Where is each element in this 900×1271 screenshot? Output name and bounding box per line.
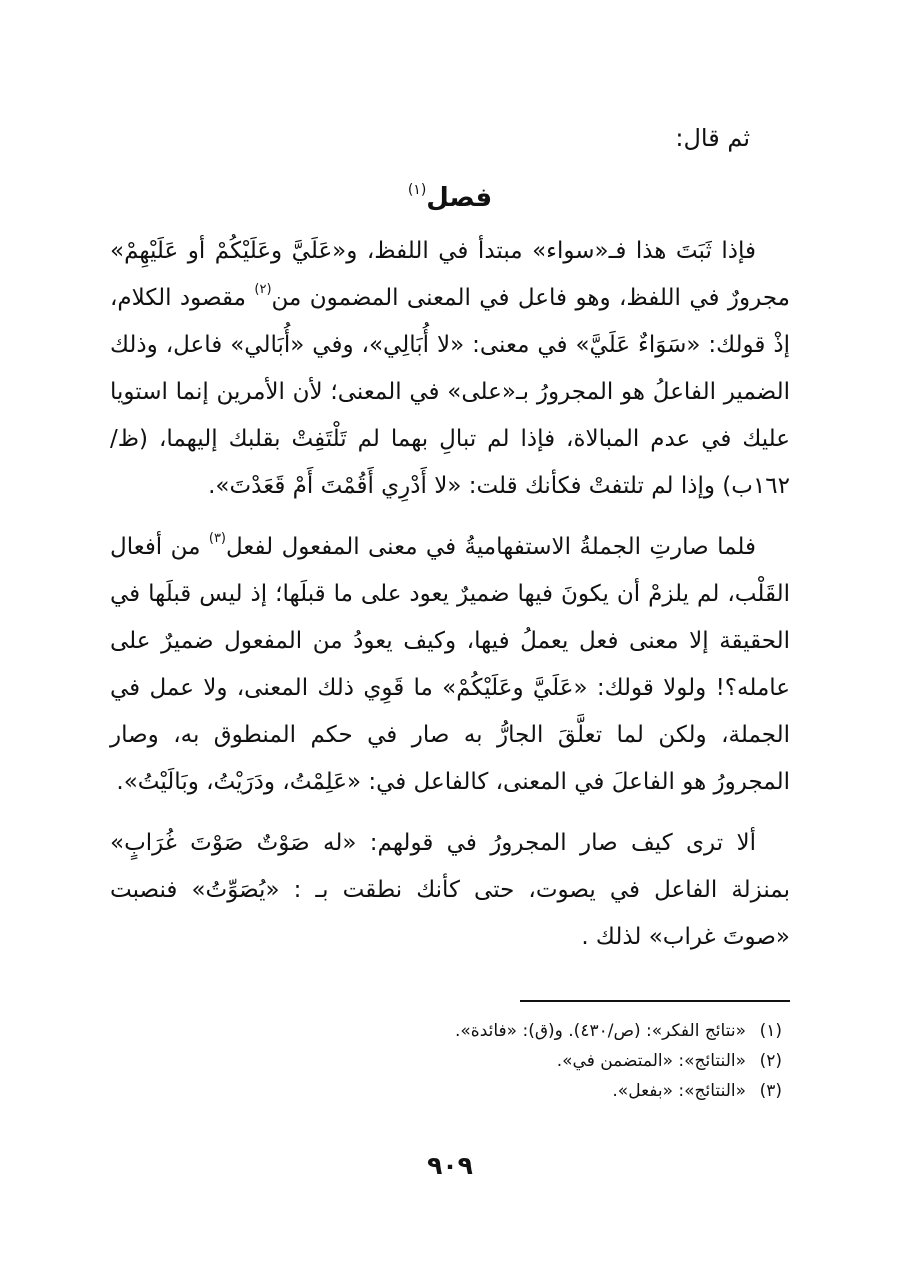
footnote-number: (١) bbox=[759, 1021, 782, 1041]
paragraph-text: فإذا ثَبَتَ هذا فـ«سواء» مبتدأ في اللفظ، و«عَلَيَّ وعَلَيْكُمْ أو عَلَيْهِمْ» مجرورٌ في اللفظ، وهو فاعل في المعنى المضمون من bbox=[110, 238, 790, 311]
paragraph-text: من أفعال القَلْب، لم يلزمْ أن يكونَ فيها ضميرٌ يعود على ما قبلَها؛ إذ ليس قبلَها في الحقيقة إلا معنى فعل يعملُ فيها، وكيف يعودُ من المفعول ضميرٌ على عامله؟! ولولا قولك: «عَلَيَّ وعَلَيْكُمْ» ما قَوِي ذلك المعنى، ولا عمل في الجملة، ولكن لما تعلَّقَ الجارُّ به صار في حكم المنطوق به، وصار المجرورُ هو الفاعلَ في المعنى، كالفاعل في: «عَلِمْتُ، ودَرَيْتُ، وبَالَيْتُ». bbox=[110, 534, 790, 795]
footnote bbox=[222, 1046, 782, 1076]
footnote bbox=[222, 1016, 782, 1046]
footnote-ref: (١) bbox=[407, 182, 427, 198]
paragraph bbox=[110, 820, 790, 961]
paragraph bbox=[110, 524, 790, 806]
footnote-number: (٣) bbox=[759, 1081, 782, 1101]
footnote-ref: (٣) bbox=[208, 531, 226, 546]
paragraph-text: مقصود الكلام، إذْ قولك: «سَوَاءٌ عَلَيَّ» في معنى: «لا أُبَالِي»، وفي «أُبَالي» فاعل، وذلك الضمير الفاعلُ هو المجرورُ بـ«على» في المعنى؛ لأن الأمرين إنما استويا عليك في عدم المبالاة، فإذا لم تبالِ بهما لم تَلْتَفِتْ بقلبك إليهما، (ظ/١٦٢ب) وإذا لم تلتفتْ فكأنك قلت: «لا أَدْرِي أَقُمْتَ أَمْ قَعَدْتَ». bbox=[110, 285, 790, 499]
paragraph-text: فلما صارتِ الجملةُ الاستفهاميةُ في معنى المفعول لفعل bbox=[226, 534, 757, 560]
footnote-text: «النتائج»: «المتضمن في». bbox=[556, 1051, 746, 1071]
body-text bbox=[110, 228, 790, 975]
paragraph-text: ألا ترى كيف صار المجرورُ في قولهم: «له صَوْتٌ صَوْتَ غُرَابٍ» بمنزلة الفاعل في يصوت، حتى كأنك نطقت بـ : «يُصَوِّتُ» فنصبت «صوتَ غراب» لذلك . bbox=[110, 830, 790, 950]
section-heading bbox=[0, 168, 900, 220]
section-title: فصل bbox=[426, 183, 493, 213]
paragraph bbox=[110, 228, 790, 510]
footnotes bbox=[222, 1016, 782, 1106]
footnote-divider bbox=[520, 1000, 790, 1002]
footnote bbox=[222, 1076, 782, 1106]
footnote-ref: (٢) bbox=[254, 282, 272, 297]
footnote-number: (٢) bbox=[759, 1051, 782, 1071]
footnote-text: «نتائج الفكر»: (ص/٤٣٠). و(ق): «فائدة». bbox=[455, 1021, 746, 1041]
footnote-text: «النتائج»: «بفعل». bbox=[612, 1081, 746, 1101]
intro-line: ثم قال: bbox=[675, 124, 750, 152]
page-number: ٩٠٩ bbox=[427, 1151, 473, 1180]
